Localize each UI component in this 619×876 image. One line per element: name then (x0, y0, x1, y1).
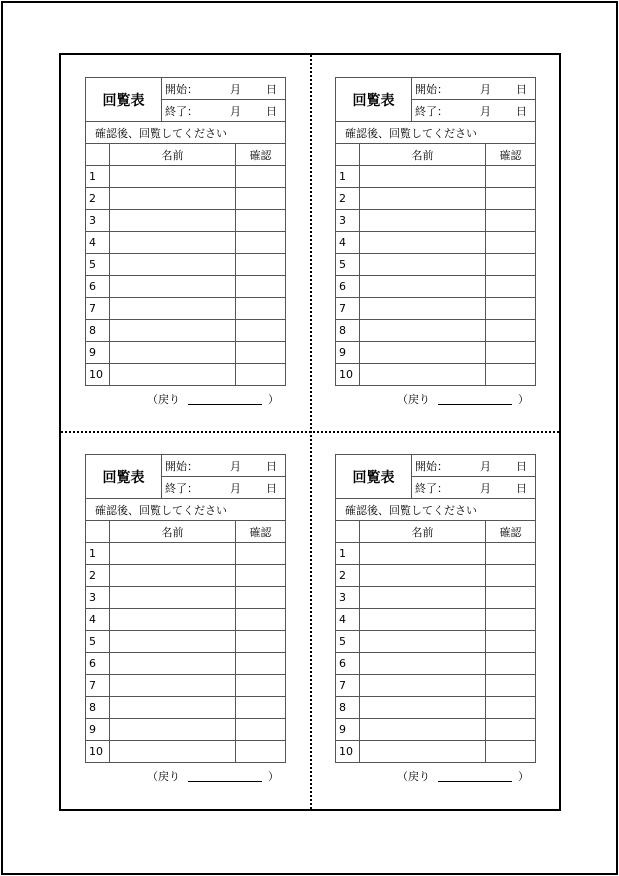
row-number: 9 (336, 719, 360, 741)
instruction-text: 確認後、回覧してください (86, 122, 286, 144)
circulation-table (335, 454, 536, 763)
start-date-field[interactable] (162, 455, 286, 477)
table-row (86, 298, 286, 320)
table-row (86, 697, 286, 719)
confirm-cell[interactable] (236, 631, 286, 653)
name-cell[interactable] (110, 298, 236, 320)
name-cell[interactable] (360, 254, 486, 276)
name-cell[interactable] (110, 276, 236, 298)
table-row (336, 565, 536, 587)
table-row (336, 543, 536, 565)
row-number: 9 (336, 342, 360, 364)
confirm-cell[interactable] (486, 166, 536, 188)
name-cell[interactable] (360, 232, 486, 254)
instruction-text: 確認後、回覧してください (336, 499, 536, 521)
month-label: 月 (480, 481, 491, 495)
table-row (86, 741, 286, 763)
row-number: 10 (336, 741, 360, 763)
row-number: 9 (86, 342, 110, 364)
table-row (336, 210, 536, 232)
return-line (335, 768, 535, 784)
name-cell[interactable] (360, 188, 486, 210)
day-label: 日 (266, 481, 277, 495)
confirm-cell[interactable] (486, 609, 536, 631)
table-row (86, 166, 286, 188)
name-cell[interactable] (360, 565, 486, 587)
instruction-text: 確認後、回覧してください (336, 122, 536, 144)
name-cell[interactable] (110, 364, 236, 386)
table-row (336, 232, 536, 254)
return-line (335, 391, 535, 407)
name-cell[interactable] (360, 609, 486, 631)
row-number: 5 (336, 631, 360, 653)
confirm-column-header: 確認 (236, 144, 286, 166)
row-number: 4 (86, 232, 110, 254)
confirm-cell[interactable] (236, 543, 286, 565)
row-number: 7 (336, 675, 360, 697)
month-label: 月 (230, 82, 241, 96)
table-row (86, 565, 286, 587)
confirm-cell[interactable] (486, 320, 536, 342)
row-number: 6 (336, 276, 360, 298)
row-number: 8 (336, 320, 360, 342)
name-cell[interactable] (110, 320, 236, 342)
row-number: 8 (86, 320, 110, 342)
row-number: 8 (86, 697, 110, 719)
confirm-cell[interactable] (236, 188, 286, 210)
confirm-cell[interactable] (236, 675, 286, 697)
name-cell[interactable] (360, 587, 486, 609)
start-date-field[interactable] (412, 78, 536, 100)
return-open-label: （戻り (147, 770, 180, 783)
confirm-cell[interactable] (486, 364, 536, 386)
table-row (336, 364, 536, 386)
confirm-cell[interactable] (236, 719, 286, 741)
name-cell[interactable] (360, 675, 486, 697)
name-cell[interactable] (110, 188, 236, 210)
month-label: 月 (480, 459, 491, 473)
table-row (86, 342, 286, 364)
confirm-cell[interactable] (486, 653, 536, 675)
table-row (336, 342, 536, 364)
name-cell[interactable] (360, 166, 486, 188)
name-cell[interactable] (110, 254, 236, 276)
confirm-cell[interactable] (486, 276, 536, 298)
row-number: 5 (86, 631, 110, 653)
name-cell[interactable] (360, 342, 486, 364)
confirm-cell[interactable] (236, 276, 286, 298)
name-cell[interactable] (360, 298, 486, 320)
table-row (336, 320, 536, 342)
start-date-field[interactable] (412, 455, 536, 477)
row-number: 10 (86, 364, 110, 386)
circulation-card-top-right (335, 77, 535, 407)
table-row (336, 254, 536, 276)
circulation-table (335, 77, 536, 386)
confirm-cell[interactable] (486, 631, 536, 653)
return-close-label: ） (268, 770, 279, 783)
day-label: 日 (516, 82, 527, 96)
return-close-label: ） (518, 770, 529, 783)
day-label: 日 (266, 82, 277, 96)
name-column-header: 名前 (360, 521, 486, 543)
number-header-cell (336, 521, 360, 543)
return-close-label: ） (518, 393, 529, 406)
card-title: 回覧表 (86, 455, 162, 499)
start-label: 開始： (165, 459, 198, 473)
table-row (336, 276, 536, 298)
day-label: 日 (516, 459, 527, 473)
table-row (86, 254, 286, 276)
confirm-column-header: 確認 (486, 521, 536, 543)
name-cell[interactable] (110, 631, 236, 653)
return-open-label: （戻り (397, 393, 430, 406)
month-label: 月 (230, 104, 241, 118)
name-cell[interactable] (360, 543, 486, 565)
start-label: 開始： (165, 82, 198, 96)
name-cell[interactable] (110, 609, 236, 631)
end-label: 終了： (415, 481, 448, 495)
confirm-cell[interactable] (486, 543, 536, 565)
start-label: 開始： (415, 459, 448, 473)
card-title: 回覧表 (86, 78, 162, 122)
name-column-header: 名前 (360, 144, 486, 166)
card-title: 回覧表 (336, 78, 412, 122)
row-number: 2 (336, 565, 360, 587)
table-row (336, 697, 536, 719)
name-cell[interactable] (110, 342, 236, 364)
confirm-cell[interactable] (236, 320, 286, 342)
confirm-cell[interactable] (486, 298, 536, 320)
end-date-field[interactable] (162, 100, 286, 122)
table-row (86, 675, 286, 697)
confirm-column-header: 確認 (236, 521, 286, 543)
row-number: 7 (86, 675, 110, 697)
row-number: 2 (86, 188, 110, 210)
horizontal-cut-line (61, 431, 559, 433)
row-number: 5 (336, 254, 360, 276)
table-row (336, 631, 536, 653)
row-number: 1 (336, 543, 360, 565)
table-row (336, 166, 536, 188)
confirm-cell[interactable] (486, 188, 536, 210)
return-open-label: （戻り (397, 770, 430, 783)
confirm-cell[interactable] (236, 697, 286, 719)
name-cell[interactable] (110, 653, 236, 675)
confirm-cell[interactable] (236, 364, 286, 386)
row-number: 3 (86, 587, 110, 609)
confirm-cell[interactable] (486, 587, 536, 609)
row-number: 1 (86, 166, 110, 188)
end-date-field[interactable] (162, 477, 286, 499)
name-cell[interactable] (110, 565, 236, 587)
confirm-cell[interactable] (236, 166, 286, 188)
table-row (86, 232, 286, 254)
end-date-field[interactable] (412, 477, 536, 499)
month-label: 月 (230, 459, 241, 473)
confirm-cell[interactable] (486, 675, 536, 697)
row-number: 10 (86, 741, 110, 763)
name-cell[interactable] (360, 697, 486, 719)
confirm-cell[interactable] (236, 565, 286, 587)
end-label: 終了： (165, 104, 198, 118)
name-cell[interactable] (360, 719, 486, 741)
confirm-cell[interactable] (486, 719, 536, 741)
confirm-cell[interactable] (486, 741, 536, 763)
name-cell[interactable] (360, 741, 486, 763)
confirm-cell[interactable] (236, 342, 286, 364)
confirm-column-header: 確認 (486, 144, 536, 166)
start-date-field[interactable] (162, 78, 286, 100)
return-close-label: ） (268, 393, 279, 406)
row-number: 4 (336, 232, 360, 254)
name-cell[interactable] (360, 631, 486, 653)
name-cell[interactable] (110, 587, 236, 609)
confirm-cell[interactable] (236, 232, 286, 254)
table-row (86, 587, 286, 609)
name-cell[interactable] (110, 166, 236, 188)
start-label: 開始： (415, 82, 448, 96)
confirm-cell[interactable] (236, 741, 286, 763)
table-row (336, 741, 536, 763)
table-row (86, 719, 286, 741)
name-cell[interactable] (110, 719, 236, 741)
row-number: 1 (86, 543, 110, 565)
name-column-header: 名前 (110, 521, 236, 543)
table-row (86, 320, 286, 342)
confirm-cell[interactable] (236, 587, 286, 609)
return-line (85, 391, 285, 407)
table-row (336, 675, 536, 697)
return-line (85, 768, 285, 784)
circulation-table (85, 77, 286, 386)
number-header-cell (86, 144, 110, 166)
table-row (336, 653, 536, 675)
name-cell[interactable] (110, 232, 236, 254)
name-cell[interactable] (110, 697, 236, 719)
confirm-cell[interactable] (236, 609, 286, 631)
table-row (336, 609, 536, 631)
circulation-card-bottom-right (335, 454, 535, 784)
table-row (86, 364, 286, 386)
row-number: 10 (336, 364, 360, 386)
table-row (336, 188, 536, 210)
table-row (86, 210, 286, 232)
row-number: 7 (86, 298, 110, 320)
row-number: 6 (86, 653, 110, 675)
confirm-cell[interactable] (236, 653, 286, 675)
table-row (336, 719, 536, 741)
table-row (86, 609, 286, 631)
day-label: 日 (266, 459, 277, 473)
return-open-label: （戻り (147, 393, 180, 406)
return-name-blank[interactable] (188, 769, 262, 782)
row-number: 8 (336, 697, 360, 719)
name-cell[interactable] (360, 210, 486, 232)
name-cell[interactable] (360, 653, 486, 675)
row-number: 4 (86, 609, 110, 631)
confirm-cell[interactable] (486, 232, 536, 254)
circulation-table (85, 454, 286, 763)
card-title: 回覧表 (336, 455, 412, 499)
day-label: 日 (266, 104, 277, 118)
month-label: 月 (480, 82, 491, 96)
confirm-cell[interactable] (486, 210, 536, 232)
month-label: 月 (480, 104, 491, 118)
row-number: 3 (336, 587, 360, 609)
table-row (86, 631, 286, 653)
number-header-cell (336, 144, 360, 166)
day-label: 日 (516, 104, 527, 118)
row-number: 3 (86, 210, 110, 232)
confirm-cell[interactable] (236, 254, 286, 276)
row-number: 4 (336, 609, 360, 631)
number-header-cell (86, 521, 110, 543)
row-number: 9 (86, 719, 110, 741)
confirm-cell[interactable] (236, 210, 286, 232)
confirm-cell[interactable] (486, 342, 536, 364)
row-number: 3 (336, 210, 360, 232)
return-name-blank[interactable] (438, 769, 512, 782)
row-number: 5 (86, 254, 110, 276)
return-name-blank[interactable] (438, 392, 512, 405)
table-row (86, 653, 286, 675)
confirm-cell[interactable] (486, 254, 536, 276)
table-row (86, 543, 286, 565)
confirm-cell[interactable] (486, 697, 536, 719)
confirm-cell[interactable] (236, 298, 286, 320)
end-label: 終了： (165, 481, 198, 495)
name-cell[interactable] (110, 741, 236, 763)
row-number: 6 (86, 276, 110, 298)
return-name-blank[interactable] (188, 392, 262, 405)
name-cell[interactable] (110, 675, 236, 697)
circulation-card-bottom-left (85, 454, 285, 784)
table-row (336, 298, 536, 320)
name-cell[interactable] (360, 276, 486, 298)
name-cell[interactable] (110, 210, 236, 232)
row-number: 2 (86, 565, 110, 587)
instruction-text: 確認後、回覧してください (86, 499, 286, 521)
row-number: 7 (336, 298, 360, 320)
row-number: 1 (336, 166, 360, 188)
month-label: 月 (230, 481, 241, 495)
table-row (86, 276, 286, 298)
day-label: 日 (516, 481, 527, 495)
row-number: 6 (336, 653, 360, 675)
name-cell[interactable] (360, 320, 486, 342)
name-cell[interactable] (360, 364, 486, 386)
end-date-field[interactable] (412, 100, 536, 122)
table-row (86, 188, 286, 210)
name-column-header: 名前 (110, 144, 236, 166)
table-row (336, 587, 536, 609)
end-label: 終了： (415, 104, 448, 118)
sheet (59, 53, 561, 811)
circulation-card-top-left (85, 77, 285, 407)
confirm-cell[interactable] (486, 565, 536, 587)
name-cell[interactable] (110, 543, 236, 565)
row-number: 2 (336, 188, 360, 210)
